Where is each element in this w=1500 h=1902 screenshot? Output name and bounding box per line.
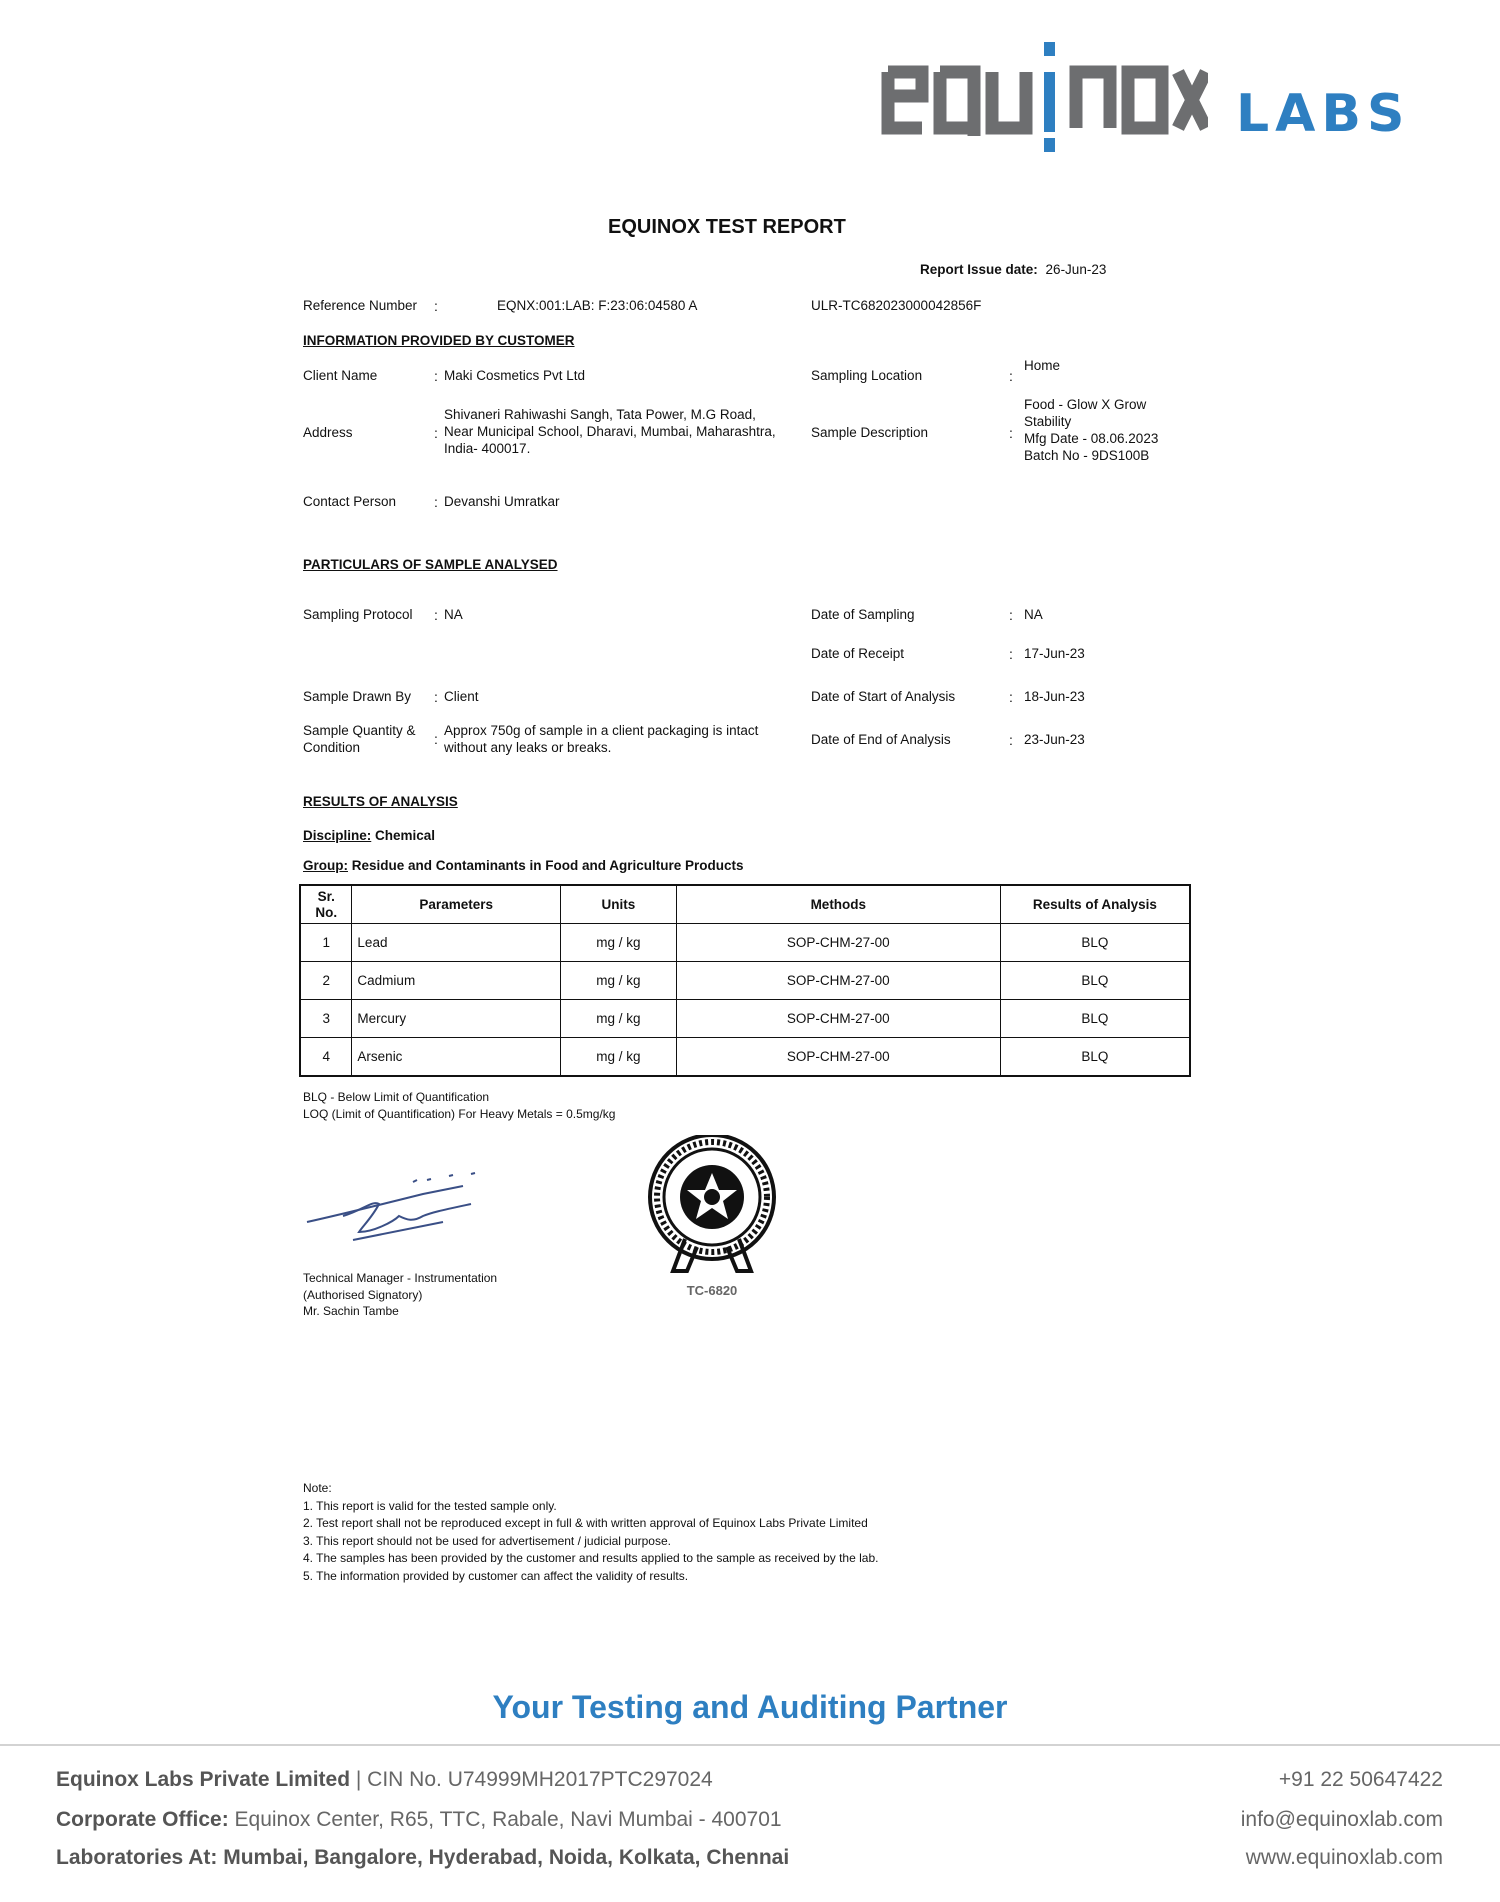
header-units: Units: [561, 885, 677, 924]
footnote-blq: BLQ - Below Limit of Quantification: [303, 1090, 490, 1104]
corp-label: Corporate Office:: [56, 1808, 229, 1831]
cell-units: mg / kg: [561, 1000, 677, 1038]
date-start-value: 18-Jun-23: [1024, 689, 1085, 704]
client-label: Client Name: [303, 368, 378, 383]
issue-date: 26-Jun-23: [1045, 262, 1107, 277]
header-sr: [300, 885, 352, 924]
note-item: 2. Test report shall not be reproduced except in full & with written approval of Equinox Labs Private Limited: [303, 1516, 868, 1530]
protocol-value: NA: [444, 607, 463, 622]
cell-units: mg / kg: [561, 924, 677, 962]
ref-label: Reference Number: [303, 298, 418, 313]
labs-locations: Laboratories At: Mumbai, Bangalore, Hyderabad, Noida, Kolkata, Chennai: [56, 1846, 790, 1869]
date-start-label: Date of Start of Analysis: [811, 689, 956, 704]
customer-heading: INFORMATION PROVIDED BY CUSTOMER: [303, 333, 575, 348]
cell-units: mg / kg: [561, 1038, 677, 1077]
logo: [878, 22, 1458, 162]
protocol-label: Sampling Protocol: [303, 607, 413, 622]
colon: :: [1009, 646, 1013, 662]
date-receipt-value: 17-Jun-23: [1024, 646, 1085, 661]
desc-value: [1024, 396, 1158, 464]
discipline-value: Chemical: [371, 828, 436, 843]
table-row: [300, 962, 1190, 1000]
cell-parameter: Arsenic: [352, 1038, 561, 1077]
header-sr-line: No.: [315, 904, 338, 920]
signatory-name: Mr. Sachin Tambe: [303, 1304, 399, 1318]
footer-labs: [56, 1846, 789, 1870]
qty-value-line: Approx 750g of sample in a client packaging is intact: [444, 723, 759, 738]
contact-value: Devanshi Umratkar: [444, 494, 560, 509]
footer-phone: +91 22 50647422: [1278, 1768, 1443, 1791]
client-value: Maki Cosmetics Pvt Ltd: [444, 368, 586, 383]
drawn-label: Sample Drawn By: [303, 689, 412, 704]
cell-parameter: Cadmium: [352, 962, 561, 1000]
seal-code: TC-6820: [686, 1283, 738, 1298]
footer-company: [56, 1768, 713, 1792]
cell-sr: 4: [300, 1038, 352, 1077]
particulars-heading: PARTICULARS OF SAMPLE ANALYSED: [303, 557, 558, 572]
location-value: Home: [1024, 358, 1061, 373]
address-line: Near Municipal School, Dharavi, Mumbai, Maharashtra,: [444, 424, 776, 439]
colon: :: [1009, 607, 1013, 623]
report-issue: [920, 261, 1106, 278]
desc-label: Sample Description: [811, 425, 929, 440]
cell-result: BLQ: [1000, 1038, 1190, 1077]
tagline: Your Testing and Auditing Partner: [492, 1689, 1008, 1725]
qty-value-line: without any leaks or breaks.: [444, 740, 612, 755]
header-methods: Methods: [676, 885, 1000, 924]
table-row: [300, 1000, 1190, 1038]
desc-line: Mfg Date - 08.06.2023: [1024, 431, 1159, 446]
colon: :: [434, 368, 438, 384]
address-value: [444, 406, 776, 457]
issue-label: Report Issue date:: [920, 262, 1038, 277]
ulr-number: ULR-TC682023000042856F: [811, 298, 982, 313]
cell-units: mg / kg: [561, 962, 677, 1000]
notes: [303, 1480, 878, 1585]
address-line: India- 400017.: [444, 441, 531, 456]
date-receipt-label: Date of Receipt: [811, 646, 905, 661]
date-sampling-label: Date of Sampling: [811, 607, 915, 622]
cell-result: BLQ: [1000, 924, 1190, 962]
cell-method: SOP-CHM-27-00: [676, 924, 1000, 962]
results-table: [299, 884, 1191, 1077]
desc-line: Stability: [1024, 414, 1072, 429]
date-sampling-value: NA: [1024, 607, 1043, 622]
cell-result: BLQ: [1000, 1000, 1190, 1038]
footer-email[interactable]: info@equinoxlab.com: [1240, 1808, 1443, 1831]
colon: :: [1009, 425, 1013, 441]
address-line: Shivaneri Rahiwashi Sangh, Tata Power, M.G Road,: [444, 407, 756, 422]
qty-label-line: Condition: [303, 740, 361, 755]
colon: :: [434, 731, 438, 747]
discipline: [303, 827, 435, 844]
date-end-label: Date of End of Analysis: [811, 732, 951, 747]
qty-label: [303, 722, 416, 756]
signatory-title: Technical Manager - Instrumentation: [303, 1271, 498, 1285]
header-results: Results of Analysis: [1000, 885, 1190, 924]
desc-line: Batch No - 9DS100B: [1024, 448, 1150, 463]
date-end-value: 23-Jun-23: [1024, 732, 1085, 747]
group-value: Residue and Contaminants in Food and Agriculture Products: [348, 858, 744, 873]
ref-value: EQNX:001:LAB: F:23:06:04580 A: [497, 298, 698, 313]
address-label: Address: [303, 425, 353, 440]
group-label: Group:: [303, 858, 348, 873]
signature-icon: [303, 1170, 483, 1260]
footer-website[interactable]: www.equinoxlab.com: [1245, 1846, 1443, 1869]
table-row: [300, 924, 1190, 962]
footer-corp: [56, 1808, 782, 1832]
footer-divider: [0, 1744, 1500, 1746]
equinox-logo-icon: [878, 22, 1208, 162]
colon: :: [434, 494, 438, 510]
location-label: Sampling Location: [811, 368, 923, 383]
signatory-block: [303, 1270, 497, 1320]
cell-parameter: Mercury: [352, 1000, 561, 1038]
drawn-value: Client: [444, 689, 479, 704]
signatory-role: (Authorised Signatory): [303, 1287, 423, 1302]
cell-sr: 3: [300, 1000, 352, 1038]
qty-value: [444, 722, 758, 756]
table-header-row: [300, 885, 1190, 924]
note-item: 3. This report should not be used for advertisement / judicial purpose.: [303, 1533, 671, 1548]
note-item: 4. The samples has been provided by the customer and results applied to the sample as received by the lab.: [303, 1551, 879, 1565]
results-heading: RESULTS OF ANALYSIS: [303, 794, 458, 809]
cell-result: BLQ: [1000, 962, 1190, 1000]
colon: :: [1009, 732, 1013, 748]
cell-method: SOP-CHM-27-00: [676, 962, 1000, 1000]
footnote-loq: LOQ (Limit of Quantification) For Heavy Metals = 0.5mg/kg: [303, 1106, 616, 1121]
group: [303, 857, 744, 874]
desc-line: Food - Glow X Grow: [1024, 397, 1147, 412]
colon: :: [434, 298, 438, 314]
colon: :: [1009, 368, 1013, 384]
contact-label: Contact Person: [303, 494, 397, 509]
header-sr-line: Sr.: [317, 888, 335, 904]
cell-sr: 2: [300, 962, 352, 1000]
colon: :: [1009, 689, 1013, 705]
note-item: 1. This report is valid for the tested sample only.: [303, 1498, 557, 1513]
header-parameters: Parameters: [352, 885, 561, 924]
company-cin: | CIN No. U74999MH2017PTC297024: [350, 1768, 713, 1791]
logo-labs: LABS: [1236, 84, 1411, 144]
note-item: 5. The information provided by customer can affect the validity of results.: [303, 1568, 689, 1583]
colon: :: [434, 689, 438, 705]
cell-method: SOP-CHM-27-00: [676, 1038, 1000, 1077]
discipline-label: Discipline:: [303, 828, 372, 843]
qty-label-line: Sample Quantity &: [303, 723, 416, 738]
company-name: Equinox Labs Private Limited: [56, 1768, 351, 1791]
footnotes: [303, 1089, 615, 1122]
colon: :: [434, 607, 438, 623]
table-row: [300, 1038, 1190, 1077]
cell-sr: 1: [300, 924, 352, 962]
notes-title: Note:: [303, 1481, 332, 1495]
corp-address: Equinox Center, R65, TTC, Rabale, Navi Mumbai - 400701: [228, 1808, 782, 1831]
accreditation-seal-icon: [637, 1135, 787, 1300]
cell-method: SOP-CHM-27-00: [676, 1000, 1000, 1038]
report-title: EQUINOX TEST REPORT: [608, 216, 846, 238]
cell-parameter: Lead: [352, 924, 561, 962]
colon: :: [434, 425, 438, 441]
